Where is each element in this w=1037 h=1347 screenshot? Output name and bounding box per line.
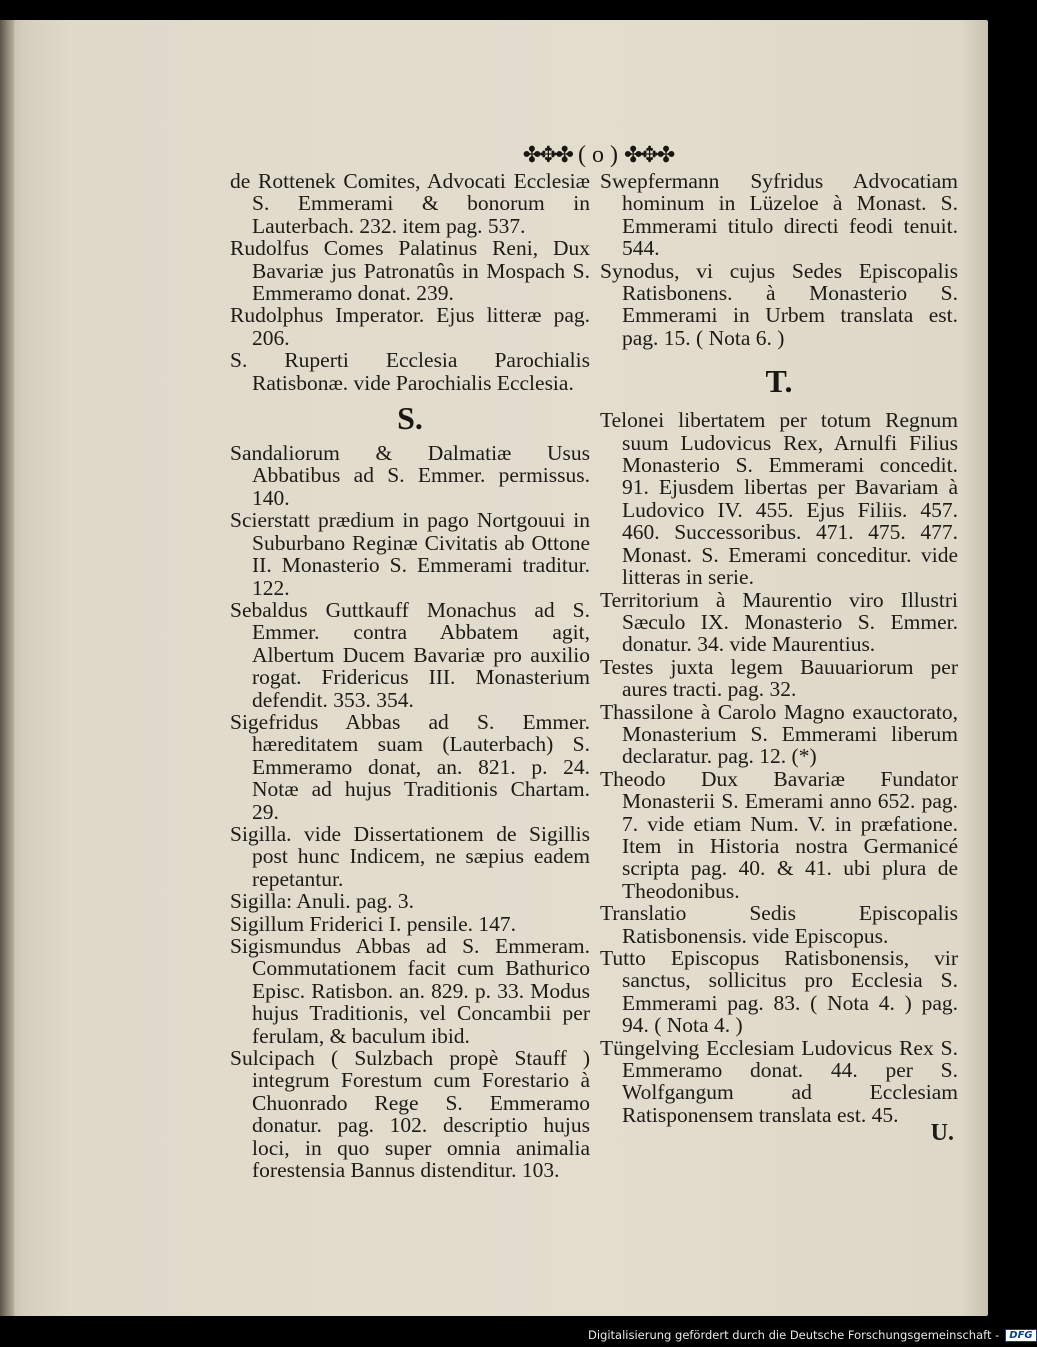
index-entry: Sigillum Friderici I. pensile. 147. (230, 911, 517, 936)
index-entry: de Rottenek Comites, Advocati Ecclesiæ S. Emmerami & bonorum in Lauterbach. 232. item pag. 537. (230, 169, 590, 238)
running-header (478, 138, 718, 172)
catchword: U. (930, 1120, 954, 1147)
index-entry: Swepfermann Syfridus Advocatiam hominum in Lüzeloe à Monast. S. Emmerami titulo directi feodi tenuit. 544. (600, 169, 958, 261)
book-binding-edge (0, 20, 14, 1316)
index-entry: S. Ruperti Ecclesia Parochialis Ratisbonæ. vide Parochialis Ecclesia. (230, 348, 590, 395)
index-entry: Sigismundus Abbas ad S. Emmeram. Commutationem facit cum Bathurico Episc. Ratisbon. an. 829. p. 33. Modus hujus Traditionis, vel Concambii per ferulam, & baculum ibid. (230, 934, 590, 1048)
digitization-footer (588, 1328, 1037, 1342)
index-entry: Rudolfus Comes Palatinus Reni, Dux Bavariæ jus Patronatûs in Mospach S. Emmeramo donat. 239. (230, 236, 590, 306)
index-entry: Sebaldus Guttkauff Monachus ad S. Emmer. contra Abbatem agit, Albertum Ducem Bavariæ pro auxilio rogat. Fridericus III. Monasterium defendit. 353. 354. (230, 597, 590, 712)
index-entry: Thassilone à Carolo Magno exauctorato, Monasterium S. Emmerami liberum declaratur. pag. 12. (*) (600, 699, 958, 769)
index-entry: Scierstatt prædium in pago Nortgouui in Suburbano Reginæ Civitatis ab Ottone II. Monasterio S. Emmerami traditur. 122. (230, 508, 590, 600)
index-entry: Rudolphus Imperator. Ejus litteræ pag. 206. (230, 303, 590, 350)
ornament-right-icon: ✤✥✤ (623, 142, 674, 168)
index-entry: Sigefridus Abbas ad S. Emmer. hæreditatem suam (Lauterbach) S. Emmeramo donat, an. 821. p. 24. Notæ ad hujus Traditionis Chartam. 29. (230, 709, 590, 824)
ornament-left-icon: ✤✥✤ (522, 142, 572, 168)
index-entry: Sandaliorum & Dalmatiæ Usus Abbatibus ad S. Emmer. permissus. 140. (230, 441, 590, 510)
index-entry: Theodo Dux Bavariæ Fundator Monasterii S. Emerami anno 652. pag. 7. vide etiam Num. V. in præfatione. Item in Historia nostra Germanicé scripta pag. 40. & 41. ubi plura de Theodonibus. (600, 766, 958, 903)
index-entry: Sigilla: Anuli. pag. 3. (230, 889, 414, 914)
index-entry: Synodus, vi cujus Sedes Episcopalis Ratisbonens. à Monasterio S. Emmerami in Urbem translata est. pag. 15. ( Nota 6. ) (600, 258, 958, 350)
index-entry: Translatio Sedis Episcopalis Ratisbonensis. vide Episcopus. (600, 901, 958, 948)
footer-text: Digitalisierung gefördert durch die Deutsche Forschungsgemeinschaft - (588, 1328, 1000, 1342)
left-column (230, 170, 590, 1181)
index-entry: Testes juxta legem Bauuariorum per aures tracti. pag. 32. (600, 654, 958, 702)
index-entry: Sulcipach ( Sulzbach propè Stauff ) integrum Forestum cum Forestario à Chuonrado Rege S. Emmeramo donatur. pag. 102. descriptio hujus loci, in quo super omnia animalia forestensia Bannus distenditur. 103. (230, 1046, 590, 1183)
index-entry: Tutto Episcopus Ratisbonensis, vir sanctus, sollicitus pro Ecclesia S. Emmerami pag. 83. ( Nota 4. ) pag. 94. ( Nota 4. ) (600, 946, 958, 1038)
section-letter-s: S. (397, 400, 423, 437)
dfg-logo-icon: DFG (1005, 1329, 1036, 1342)
right-column (600, 170, 958, 1145)
section-letter-t: T. (765, 363, 793, 400)
index-entry: Telonei libertatem per totum Regnum suum Ludovicus Rex, Arnulfi Filius Monasterio S. Emmerami concedit. 91. Ejusdem libertas per Bavariam à Ludovico IV. 455. Ejus Filiis. 457. 460. Successoribus. 471. 475. 477. Monast. S. Emerami conceditur. vide litteras in serie. (600, 408, 958, 590)
page-marker: ( o ) (578, 141, 618, 168)
index-entry: Territorium à Maurentio viro Illustri Sæculo IX. Monasterio S. Emmer. donatur. 34. vide Maurentius. (600, 587, 958, 657)
index-entry: Tüngelving Ecclesiam Ludovicus Rex S. Emmeramo donat. 44. per S. Wolfgangum ad Ecclesiam Ratisponensem translata est. 45. (600, 1035, 958, 1127)
index-entry: Sigilla. vide Dissertationem de Sigillis post hunc Indicem, ne sæpius eadem repetantur. (230, 821, 590, 891)
